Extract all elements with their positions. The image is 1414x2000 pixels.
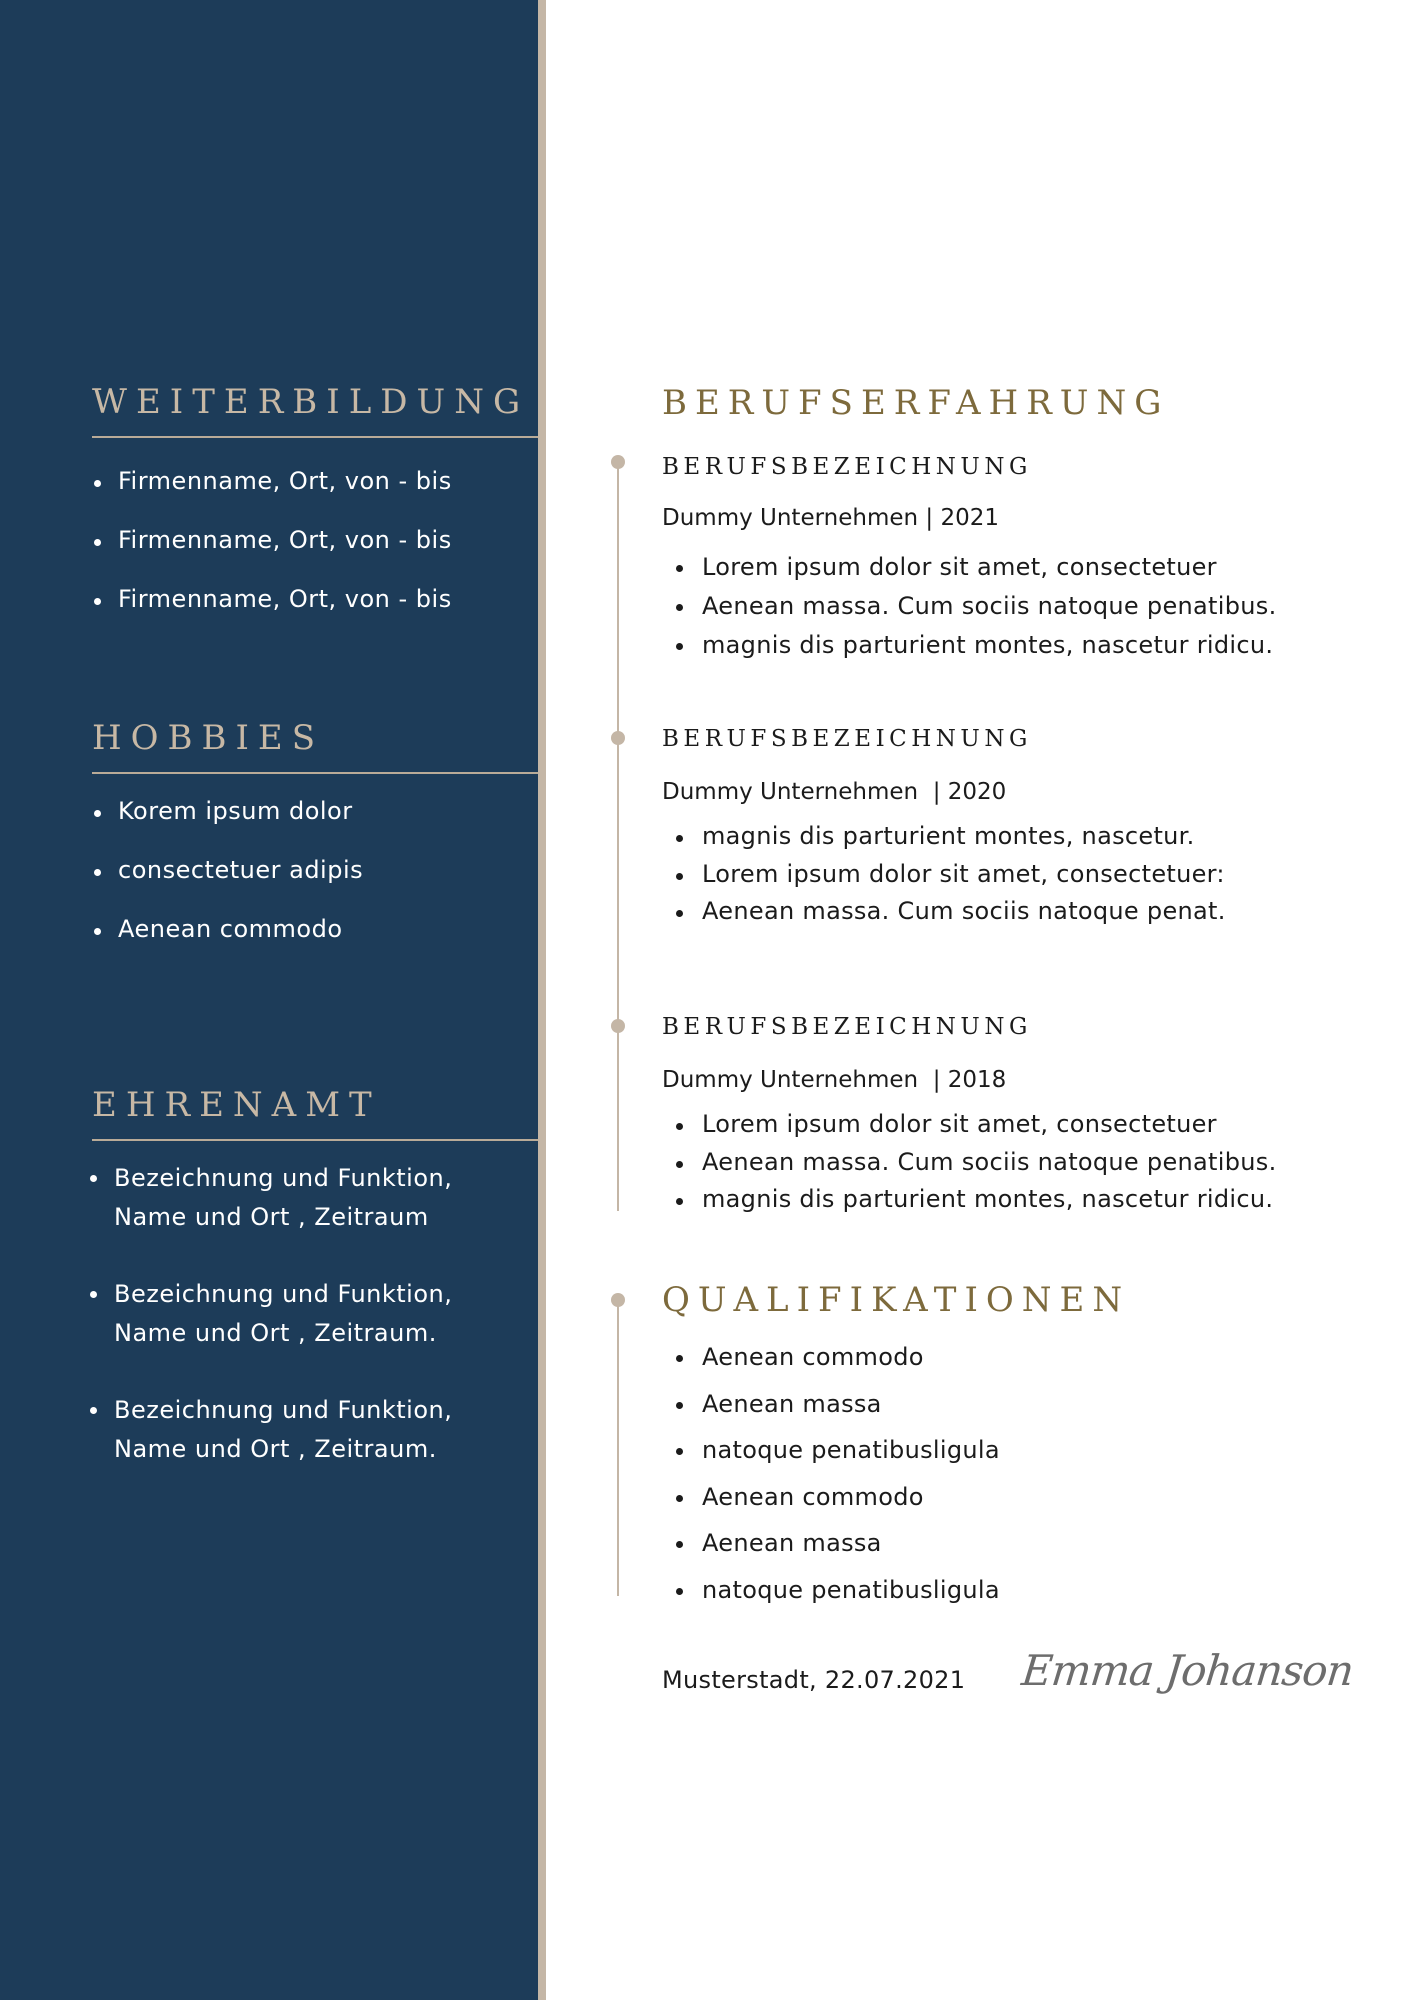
list-item: Lorem ipsum dolor sit amet, consectetuer — [662, 548, 1362, 587]
qualifikationen-list — [662, 1334, 1000, 1613]
timeline-dot — [611, 455, 625, 469]
hobbies-list — [92, 798, 538, 943]
list-item — [92, 1159, 538, 1237]
heading-ehrenamt: EHRENAMT — [92, 1085, 538, 1141]
timeline-dot — [611, 1019, 625, 1033]
list-item: Aenean massa — [662, 1520, 1000, 1567]
list-item: Aenean commodo — [662, 1334, 1000, 1381]
timeline-line-experience — [617, 463, 619, 1211]
list-item: Aenean commodo — [92, 916, 538, 943]
list-item: Firmenname, Ort, von - bis — [92, 468, 538, 495]
heading-hobbies: HOBBIES — [92, 718, 538, 774]
list-item: Firmenname, Ort, von - bis — [92, 586, 538, 613]
section-ehrenamt — [92, 1085, 538, 1469]
list-item: Aenean massa. Cum sociis natoque penat. — [662, 893, 1362, 931]
list-item: Firmenname, Ort, von - bis — [92, 527, 538, 554]
section-weiterbildung — [92, 382, 538, 613]
list-item: Lorem ipsum dolor sit amet, consectetuer: — [662, 856, 1362, 894]
job-entry — [662, 452, 1362, 665]
list-item: natoque penatibusligula — [662, 1427, 1000, 1474]
list-item: consectetuer adipis — [92, 857, 538, 884]
timeline-dot — [611, 731, 625, 745]
job-bullets — [662, 818, 1362, 931]
list-item: magnis dis parturient montes, nascetur. — [662, 818, 1362, 856]
sidebar-divider-stripe — [538, 0, 546, 2000]
ehrenamt-line: Name und Ort , Zeitraum. — [114, 1435, 437, 1463]
sidebar — [0, 0, 538, 2000]
heading-weiterbildung: WEITERBILDUNG — [92, 382, 538, 438]
list-item: magnis dis parturient montes, nascetur ridicu. — [662, 626, 1362, 665]
job-company: Dummy Unternehmen | 2018 — [662, 1067, 1007, 1093]
job-company: Dummy Unternehmen | 2020 — [662, 779, 1007, 805]
job-entry — [662, 724, 1362, 931]
job-bullets — [662, 548, 1362, 665]
timeline-dot — [611, 1293, 625, 1307]
place-date: Musterstadt, 22.07.2021 — [662, 1666, 966, 1694]
ehrenamt-line: Name und Ort , Zeitraum — [114, 1203, 429, 1231]
list-item: magnis dis parturient montes, nascetur ridicu. — [662, 1181, 1362, 1219]
list-item — [92, 1275, 538, 1353]
list-item: Aenean commodo — [662, 1474, 1000, 1521]
list-item: natoque penatibusligula — [662, 1567, 1000, 1614]
ehrenamt-list — [92, 1159, 538, 1469]
job-bullets — [662, 1106, 1362, 1219]
heading-berufserfahrung: BERUFSERFAHRUNG — [662, 383, 1170, 423]
list-item: Aenean massa — [662, 1381, 1000, 1428]
weiterbildung-list — [92, 468, 538, 613]
list-item: Korem ipsum dolor — [92, 798, 538, 825]
ehrenamt-line: Bezeichnung und Funktion, — [114, 1396, 453, 1424]
list-item — [92, 1391, 538, 1469]
ehrenamt-line: Bezeichnung und Funktion, — [114, 1280, 453, 1308]
ehrenamt-line: Name und Ort , Zeitraum. — [114, 1319, 437, 1347]
job-entry — [662, 1012, 1362, 1219]
job-title: BERUFSBEZEICHNUNG — [662, 1014, 1032, 1040]
heading-qualifikationen: QUALIFIKATIONEN — [662, 1280, 1131, 1320]
list-item: Aenean massa. Cum sociis natoque penatibus. — [662, 1144, 1362, 1182]
timeline-line-qualifications — [617, 1300, 619, 1596]
section-hobbies — [92, 718, 538, 943]
job-title: BERUFSBEZEICHNUNG — [662, 726, 1032, 752]
signature: Emma Johanson — [1019, 1646, 1356, 1695]
ehrenamt-line: Bezeichnung und Funktion, — [114, 1164, 453, 1192]
list-item: Aenean massa. Cum sociis natoque penatibus. — [662, 587, 1362, 626]
job-company: Dummy Unternehmen | 2021 — [662, 505, 999, 531]
list-item: Lorem ipsum dolor sit amet, consectetuer — [662, 1106, 1362, 1144]
job-title: BERUFSBEZEICHNUNG — [662, 454, 1032, 480]
